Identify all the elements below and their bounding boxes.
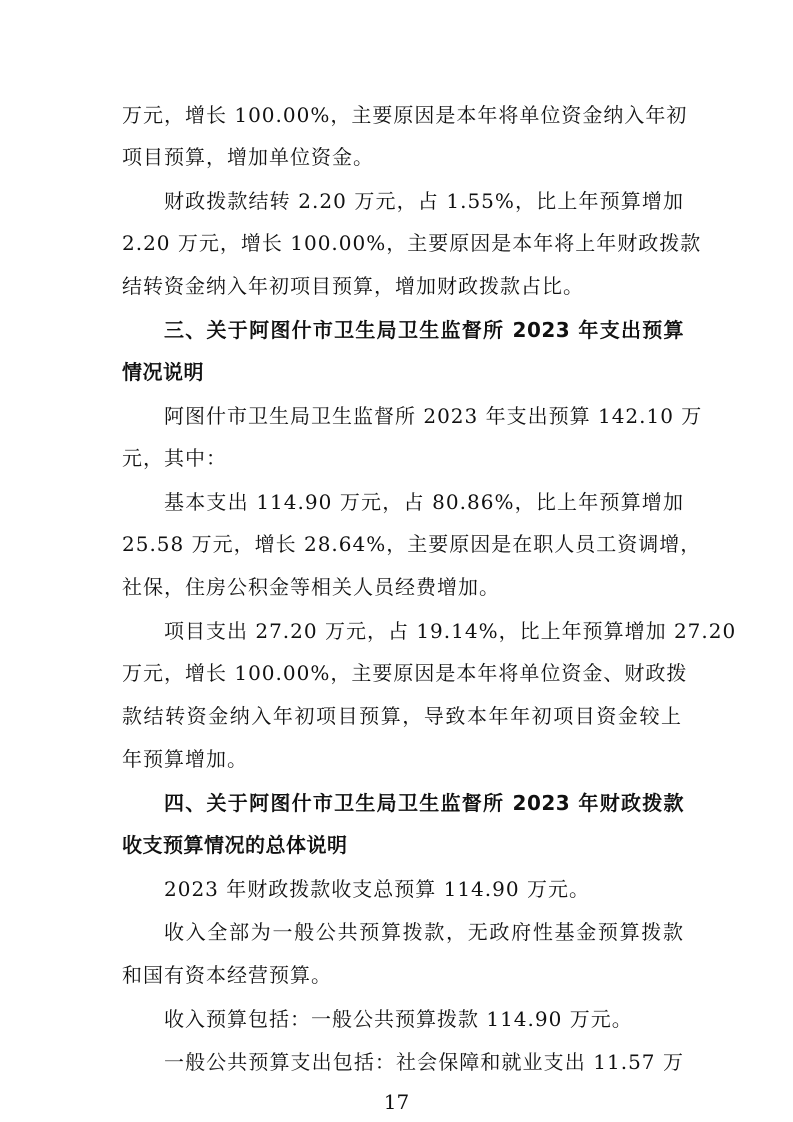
section-heading: 三、关于阿图什市卫生局卫生监督所 2023 年支出预算 <box>164 318 684 342</box>
paragraph-line: 和国有资本经营预算。 <box>122 963 332 987</box>
paragraph-line: 25.58 万元，增长 28.64%，主要原因是在职人员工资调增， <box>122 532 702 556</box>
section-heading: 收支预算情况的总体说明 <box>122 833 348 857</box>
paragraph-line: 收入预算包括：一般公共预算拨款 114.90 万元。 <box>164 1007 633 1031</box>
paragraph-line: 收入全部为一般公共预算拨款，无政府性基金预算拨款 <box>164 920 684 944</box>
paragraph-line: 项目支出 27.20 万元，占 19.14%，比上年预算增加 27.20 <box>164 619 737 643</box>
paragraph-line: 2023 年财政拨款收支总预算 114.90 万元。 <box>164 877 590 901</box>
paragraph-line: 元，其中： <box>122 446 227 470</box>
paragraph-line: 年预算增加。 <box>122 747 248 771</box>
paragraph-line: 结转资金纳入年初项目预算，增加财政拨款占比。 <box>122 274 584 298</box>
paragraph-line: 款结转资金纳入年初项目预算，导致本年年初项目资金较上 <box>122 704 682 728</box>
paragraph-line: 万元，增长 100.00%，主要原因是本年将单位资金、财政拨 <box>122 661 688 685</box>
paragraph-line: 基本支出 114.90 万元，占 80.86%，比上年预算增加 <box>164 490 684 514</box>
section-heading: 情况说明 <box>122 360 204 384</box>
paragraph-line: 2.20 万元，增长 100.00%，主要原因是本年将上年财政拨款 <box>122 231 702 255</box>
paragraph-line: 万元，增长 100.00%，主要原因是本年将单位资金纳入年初 <box>122 103 688 127</box>
section-heading: 四、关于阿图什市卫生局卫生监督所 2023 年财政拨款 <box>164 791 684 815</box>
page-number: 17 <box>383 1090 410 1114</box>
paragraph-line: 一般公共预算支出包括：社会保障和就业支出 11.57 万 <box>164 1050 684 1074</box>
paragraph-line: 社保，住房公积金等相关人员经费增加。 <box>122 575 500 599</box>
paragraph-line: 项目预算，增加单位资金。 <box>122 145 374 169</box>
paragraph-line: 阿图什市卫生局卫生监督所 2023 年支出预算 142.10 万 <box>164 404 703 428</box>
paragraph-line: 财政拨款结转 2.20 万元，占 1.55%，比上年预算增加 <box>164 189 684 213</box>
